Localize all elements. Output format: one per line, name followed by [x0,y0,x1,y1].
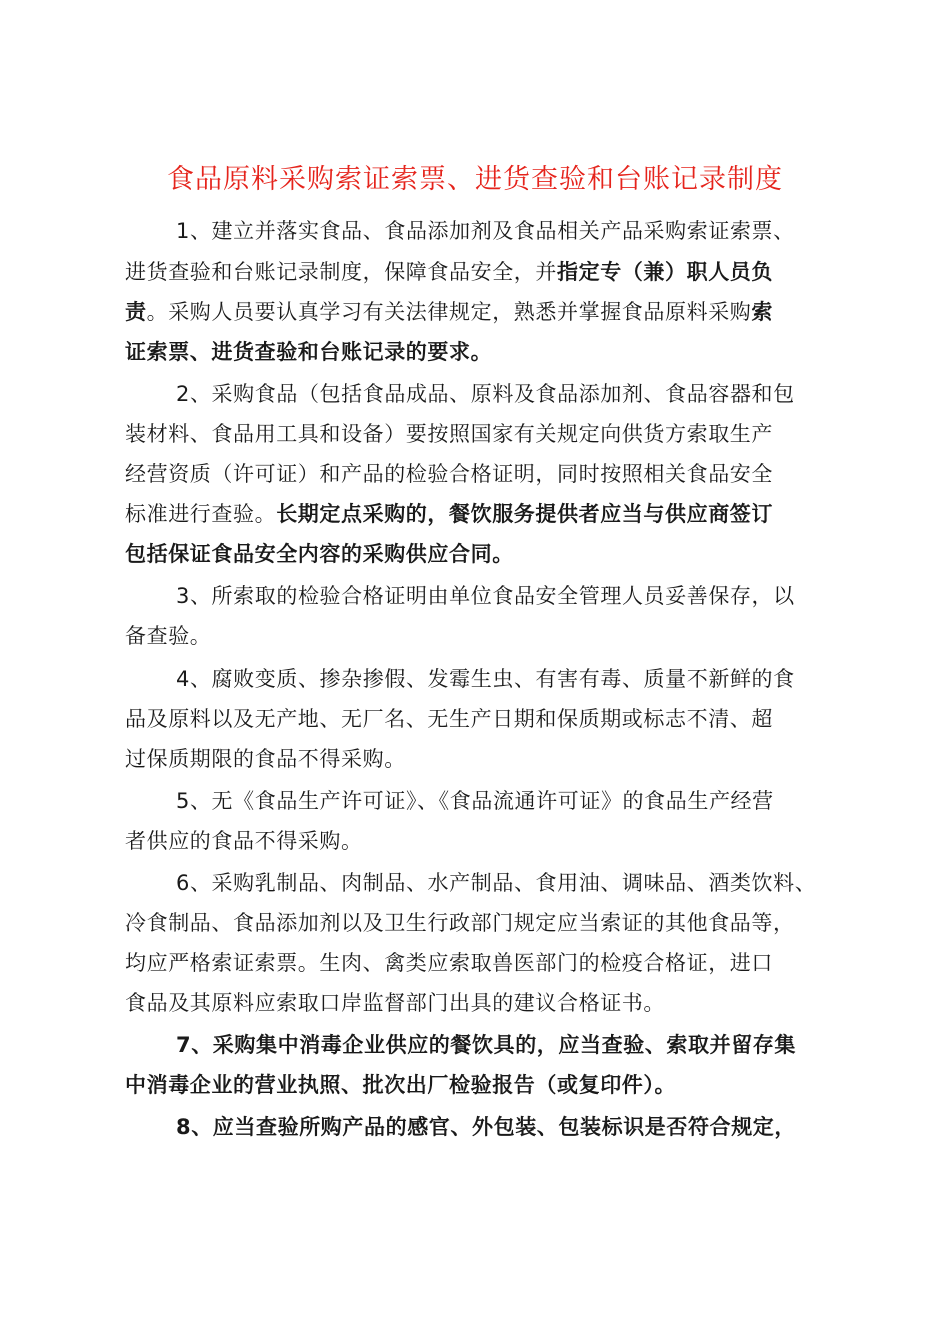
text-line [125,620,211,652]
text-segment-bold: 包括保证食品安全内容的采购供应合同。 [125,542,514,566]
text-line [125,743,406,775]
text-segment: 冷食制品、食品添加剂以及卫生行政部门规定应当索证的其他食品等， [125,911,795,935]
text-segment-bold: 责 [125,300,147,324]
text-segment: 食品及其原料应索取口岸监督部门出具的建议合格证书。 [125,991,665,1015]
text-line [125,703,773,735]
text-line [176,785,774,817]
text-line [125,947,773,979]
text-line [125,538,514,570]
text-segment-bold: 长期定点采购的，餐饮服务提供者应当与供应商签订 [276,502,774,526]
text-line [176,1029,796,1061]
text-line [176,867,816,899]
text-line [176,1111,796,1143]
text-line [125,256,773,288]
text-line [125,498,773,530]
text-segment-bold: 证索票、进货查验和台账记录的要求。 [125,340,493,364]
text-segment: 4、腐败变质、掺杂掺假、发霉生虫、有害有毒、质量不新鲜的食 [176,667,795,691]
text-segment: 者供应的食品不得采购。 [125,829,363,853]
text-segment: 均应严格索证索票。生肉、禽类应索取兽医部门的检疫合格证，进口 [125,951,773,975]
text-line [176,663,795,695]
text-segment-bold: 指定专（兼）职人员负 [557,260,773,284]
text-line [125,458,773,490]
text-segment: 备查验。 [125,624,212,648]
text-segment: 3、所索取的检验合格证明由单位食品安全管理人员妥善保存，以 [176,584,795,608]
text-segment: 标准进行查验。 [125,502,277,526]
text-line [176,378,795,410]
text-segment-bold: 7、采购集中消毒企业供应的餐饮具的，应当查验、索取并留存集 [176,1033,797,1057]
text-line [125,418,773,450]
document-title: 食品原料采购索证索票、进货查验和台账记录制度 [167,164,783,195]
text-segment-bold: 中消毒企业的营业执照、批次出厂检验报告（或复印件）。 [125,1073,677,1097]
text-line [125,987,665,1019]
text-segment: 1、建立并落实食品、食品添加剂及食品相关产品采购索证索票、 [176,219,795,243]
text-segment: 经营资质（许可证）和产品的检验合格证明，同时按照相关食品安全 [125,462,773,486]
text-segment: 品及原料以及无产地、无厂名、无生产日期和保质期或标志不清、超 [125,707,773,731]
text-segment: 进货查验和台账记录制度，保障食品安全，并 [125,260,557,284]
text-segment-bold: 索 [751,300,774,324]
text-line [176,215,795,247]
text-line [125,336,492,368]
text-segment: 。采购人员要认真学习有关法律规定，熟悉并掌握食品原料采购 [146,300,752,324]
text-segment: 2、采购食品（包括食品成品、原料及食品添加剂、食品容器和包 [176,382,795,406]
text-segment: 过保质期限的食品不得采购。 [125,747,406,771]
text-segment: 装材料、食品用工具和设备）要按照国家有关规定向供货方索取生产 [125,422,773,446]
text-line [125,296,773,328]
text-segment: 6、采购乳制品、肉制品、水产制品、食用油、调味品、酒类饮料、 [176,871,817,895]
text-segment: 5、无《食品生产许可证》、《食品流通许可证》的食品生产经营 [176,789,774,813]
text-line [125,907,795,939]
text-line [176,580,795,612]
text-line [125,1069,676,1101]
text-segment-bold: 8、应当查验所购产品的感官、外包装、包装标识是否符合规定， [176,1115,797,1139]
text-line [125,825,363,857]
